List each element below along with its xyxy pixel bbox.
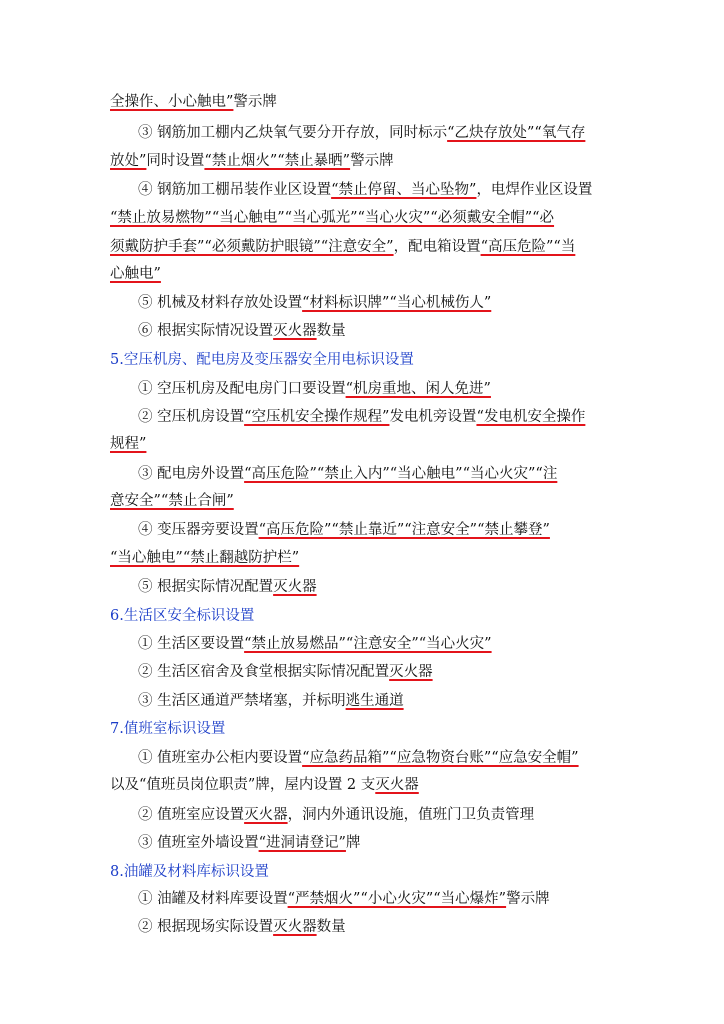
underlined-sign-text: 灭火器 xyxy=(273,919,317,935)
text-segment: ② 值班室应设置 xyxy=(138,807,245,823)
underlined-sign-text: “当心触电”“禁止翻越防护栏” xyxy=(110,550,300,566)
underlined-sign-text: “空压机安全操作规程” xyxy=(244,409,390,425)
list-item xyxy=(138,833,360,853)
underlined-sign-text: “乙炔存放处”“氧气存 xyxy=(447,125,586,141)
underlined-sign-text: “进洞请登记” xyxy=(258,835,346,851)
text-segment: ② 生活区宿舍及食堂根据实际情况配置 xyxy=(138,664,390,680)
underlined-sign-text: “禁止放易燃物”“当心触电”“当心弧光”“当心火灾”“必须戴安全帽”“必 xyxy=(110,210,555,226)
text-segment: ① 值班室办公柜内要设置 xyxy=(138,750,303,766)
text-segment: ，配电箱设置 xyxy=(393,239,481,255)
text-segment: 同时设置 xyxy=(146,153,205,169)
underlined-sign-text: 放处” xyxy=(110,153,147,169)
list-item xyxy=(138,321,346,341)
text-segment: 数量 xyxy=(316,919,346,935)
underlined-sign-text: “发电机安全操作 xyxy=(476,409,586,425)
list-item xyxy=(138,691,404,711)
text-segment: 发电机旁设置 xyxy=(389,409,477,425)
list-item xyxy=(138,379,491,399)
section-heading xyxy=(110,606,254,626)
list-item xyxy=(138,407,585,427)
text-segment: ③ 生活区通道严禁堵塞，并标明 xyxy=(138,693,346,709)
text-segment: 6.生活区安全标识设置 xyxy=(110,608,255,624)
underlined-sign-text: “高压危险”“当 xyxy=(480,239,576,255)
text-segment: ，洞内外通讯设施，值班门卫负责管理 xyxy=(287,807,535,823)
list-item xyxy=(138,180,592,200)
text-segment: ① 生活区要设置 xyxy=(138,636,245,652)
underlined-sign-text: 灭火器 xyxy=(273,323,317,339)
text-segment: ④ 变压器旁要设置 xyxy=(138,522,259,538)
underlined-sign-text: “材料标识牌”“当心机械伤人” xyxy=(302,295,492,311)
underlined-sign-text: “高压危险”“禁止靠近”“注意安全”“禁止攀登” xyxy=(258,522,550,538)
list-item xyxy=(138,577,317,597)
text-line xyxy=(110,264,161,284)
underlined-sign-text: 灭火器 xyxy=(244,807,288,823)
text-segment: ③ 值班室外墙设置 xyxy=(138,835,259,851)
text-segment: ⑥ 根据实际情况设置 xyxy=(138,323,274,339)
text-segment: ⑤ 机械及材料存放处设置 xyxy=(138,295,303,311)
text-line xyxy=(110,775,419,795)
text-segment: ③ 钢筋加工棚内乙炔氧气要分开存放，同时标示 xyxy=(138,125,448,141)
section-heading xyxy=(110,862,269,882)
text-line xyxy=(110,491,234,511)
list-item xyxy=(138,917,346,937)
text-segment: 7.值班室标识设置 xyxy=(110,721,226,737)
text-line xyxy=(110,237,575,257)
text-line xyxy=(110,434,146,454)
text-segment: ② 根据现场实际设置 xyxy=(138,919,274,935)
text-line xyxy=(110,92,277,112)
underlined-sign-text: “高压危险”“禁止入内”“当心触电”“当心火灾”“注 xyxy=(244,466,558,482)
underlined-sign-text: “禁止停留、当心坠物” xyxy=(331,182,477,198)
underlined-sign-text: “机房重地、闲人免进” xyxy=(345,381,491,397)
list-item xyxy=(138,748,579,768)
text-segment: ④ 钢筋加工棚吊装作业区设置 xyxy=(138,182,332,198)
underlined-sign-text: 意安全”“禁止合闸” xyxy=(110,493,234,509)
underlined-sign-text: 逃生通道 xyxy=(345,693,404,709)
text-segment: ① 空压机房及配电房门口要设置 xyxy=(138,381,346,397)
underlined-sign-text: “禁止烟火”“禁止暴晒” xyxy=(204,153,351,169)
text-segment: 5.空压机房、配电房及变压器安全用电标识设置 xyxy=(110,352,414,368)
list-item xyxy=(138,293,491,313)
underlined-sign-text: “严禁烟火”“小心火灾”“当心爆炸” xyxy=(287,891,507,907)
section-heading xyxy=(110,350,414,370)
text-segment: ③ 配电房外设置 xyxy=(138,466,245,482)
list-item xyxy=(138,889,550,909)
text-segment: 以及“值班员岗位职责”牌，屋内设置 2 支 xyxy=(110,777,376,793)
list-item xyxy=(138,464,557,484)
text-segment: 数量 xyxy=(316,323,346,339)
text-segment: ① 油罐及材料库要设置 xyxy=(138,891,288,907)
list-item xyxy=(138,805,534,825)
section-heading xyxy=(110,719,225,739)
text-segment: 牌 xyxy=(345,835,361,851)
underlined-sign-text: “应急药品箱”“应急物资台账”“应急安全帽” xyxy=(302,750,579,766)
underlined-sign-text: “禁止放易燃品”“注意安全”“当心火灾” xyxy=(244,636,492,652)
text-segment: 警示牌 xyxy=(350,153,394,169)
text-segment: 警示牌 xyxy=(506,891,550,907)
text-segment: 警示牌 xyxy=(233,94,277,110)
text-line xyxy=(110,548,299,568)
list-item xyxy=(138,123,585,143)
underlined-sign-text: 须戴防护手套”“必须戴防护眼镜”“注意安全” xyxy=(110,239,394,255)
list-item xyxy=(138,520,550,540)
underlined-sign-text: 心触电” xyxy=(110,266,161,282)
underlined-sign-text: 全操作、小心触电” xyxy=(110,94,234,110)
underlined-sign-text: 规程” xyxy=(110,436,147,452)
text-segment: ⑤ 根据实际情况配置 xyxy=(138,579,274,595)
underlined-sign-text: 灭火器 xyxy=(375,777,419,793)
underlined-sign-text: 灭火器 xyxy=(389,664,433,680)
text-line xyxy=(110,151,394,171)
underlined-sign-text: 灭火器 xyxy=(273,579,317,595)
text-segment: ，电焊作业区设置 xyxy=(476,182,593,198)
text-line xyxy=(110,208,554,228)
text-segment: ② 空压机房设置 xyxy=(138,409,245,425)
list-item xyxy=(138,634,492,654)
text-segment: 8.油罐及材料库标识设置 xyxy=(110,864,269,880)
list-item xyxy=(138,662,433,682)
